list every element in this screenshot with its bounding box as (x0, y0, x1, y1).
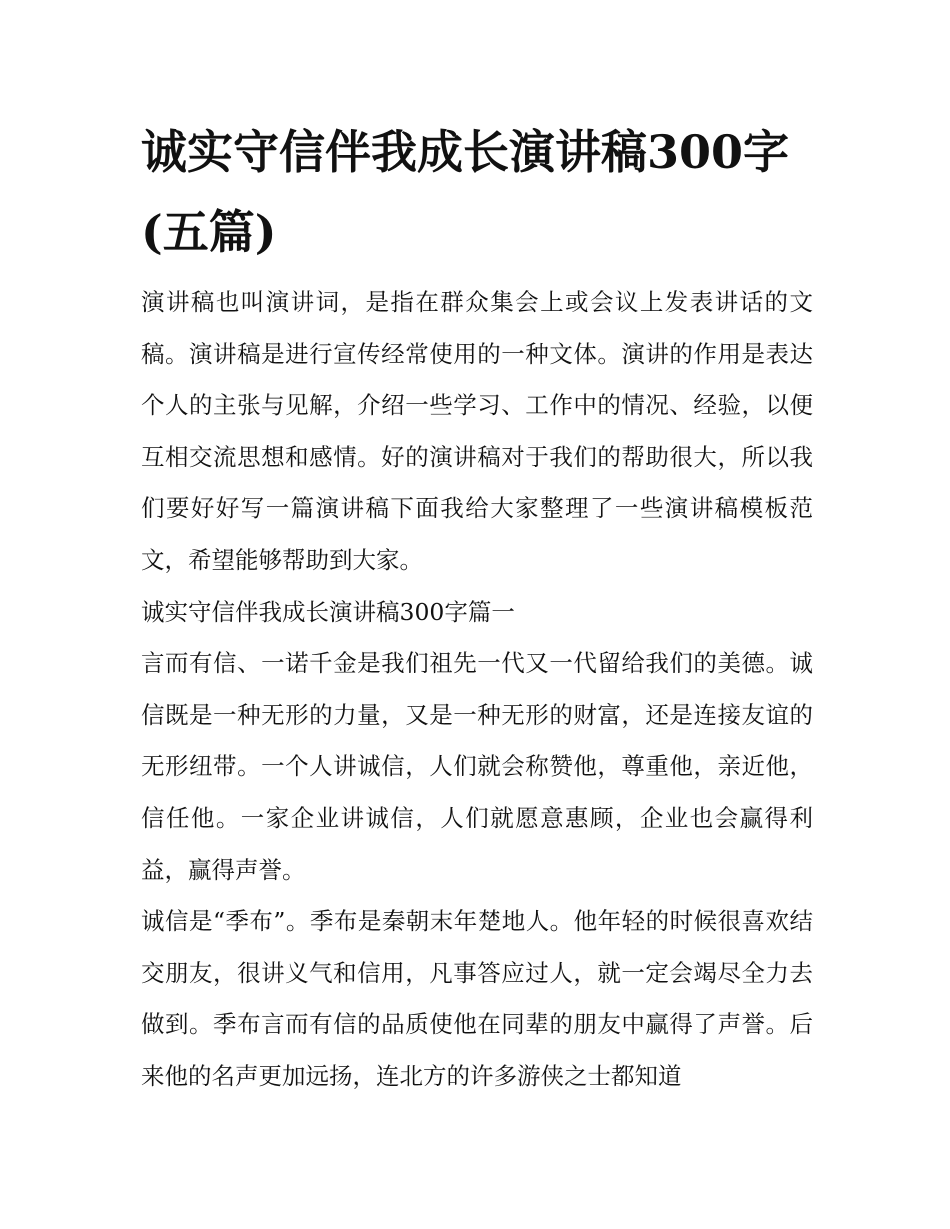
body-paragraph: 诚信是“季布”。季布是秦朝末年楚地人。他年轻的时候很喜欢结交朋友，很讲义气和信用，凡事答应过人，就一定会竭尽全力去做到。季布言而有信的品质使他在同辈的朋友中赢得了声誉。后来他的名声更加远扬，连北方的许多游侠之士都知道 (141, 907, 813, 1090)
document-title: 诚实守信伴我成长演讲稿300字(五篇) (141, 125, 790, 259)
section-heading: 诚实守信伴我成长演讲稿300字篇一 (141, 597, 515, 626)
intro-paragraph: 演讲稿也叫演讲词，是指在群众集会上或会议上发表讲话的文稿。演讲稿是进行宣传经常使用的一种文体。演讲的作用是表达个人的主张与见解，介绍一些学习、工作中的情况、经验，以便互相交流思想和感情。好的演讲稿对于我们的帮助很大，所以我们要好好写一篇演讲稿下面我给大家整理了一些演讲稿模板范文，希望能够帮助到大家。 (141, 288, 813, 574)
body-paragraph: 言而有信、一诺千金是我们祖先一代又一代留给我们的美德。诚信既是一种无形的力量，又是一种无形的财富，还是连接友谊的无形纽带。一个人讲诚信，人们就会称赞他，尊重他，亲近他，信任他。一家企业讲诚信，人们就愿意惠顾，企业也会赢得利益，赢得声誉。 (141, 649, 813, 884)
document-page (141, 112, 813, 1103)
